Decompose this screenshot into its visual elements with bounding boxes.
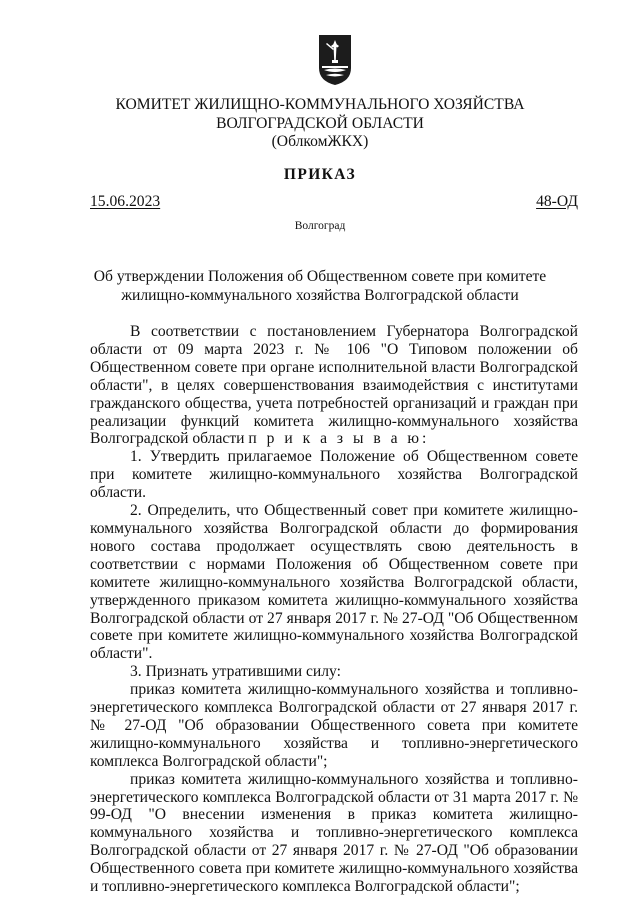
document-title: ПРИКАЗ [283, 166, 357, 183]
committee-abbreviation: (ОблкомЖКХ) [271, 133, 369, 150]
document-number: 48-ОД [536, 193, 578, 210]
committee-name-line2: ВОЛГОГРАДСКОЙ ОБЛАСТИ [216, 114, 424, 132]
intro-paragraph [90, 323, 578, 448]
item-3b: приказ комитета жилищно-коммунального хозяйства и топливно-энергетического комплекса Волгоградской области от 31 марта 2017 г. № 99-ОД "О внесении изменения в приказ комитета жилищно-коммунального хозяйства и топливно-энергетического комплекса Волгоградской области от 27 января 2017 г. № 27-ОД "Об образовании Общественного совета при комитете жилищно-коммунального хозяйства и топливно-энергетического комплекса Волгоградской области"; [90, 770, 578, 896]
subject-line1: Об утверждении Положения об Общественном совете при комитете [93, 268, 547, 285]
committee-name-line1: КОМИТЕТ ЖИЛИЩНО-КОММУНАЛЬНОГО ХОЗЯЙСТВА [115, 96, 525, 113]
document-body [90, 323, 578, 896]
document-subject [60, 268, 580, 305]
intro-text: В соответствии с постановлением Губернатора Волгоградской области от 09 марта 2023 г. № 106 "О Типовом положении об Общественном совете при органе исполнительной власти Волгоградской области", в целях совершенствования взаимодействия с институтами гражданского общества, учета потребностей организаций и граждан при реализации функций комитета жилищно-коммунального хозяйства Волгоградской области [90, 323, 578, 448]
coat-of-arms-emblem [318, 34, 352, 86]
document-city: Волгоград [294, 220, 346, 232]
item-3a: приказ комитета жилищно-коммунального хозяйства и топливно-энергетического комплекса Волгоградской области от 27 января 2017 г. № 27-ОД "Об образовании Общественного совета при комитете жилищно-коммунального хозяйства и топливно-энергетического комплекса Волгоградской области"; [90, 681, 578, 770]
committee-header [60, 96, 580, 152]
item-2: 2. Определить, что Общественный совет при комитете жилищно-коммунального хозяйства Волгоградской области до формирования нового состава продолжает осуществлять свою деятельность в соответствии с нормами Положения об Общественном совете при комитете жилищно-коммунального хозяйства Волгоградской области, утвержденного приказом комитета жилищно-коммунального хозяйства Волгоградской области от 27 января 2017 г. № 27-ОД "Об Общественном совете при комитете жилищно-коммунального хозяйства Волгоградской области". [90, 502, 578, 663]
document-date: 15.06.2023 [90, 193, 161, 210]
date-number-line [90, 193, 578, 211]
item-3: 3. Признать утратившими силу: [130, 663, 341, 681]
subject-line2: жилищно-коммунального хозяйства Волгоградской области [121, 286, 519, 304]
item-1: 1. Утвердить прилагаемое Положение об Общественном совете при комитете жилищно-коммунального хозяйства Волгоградской области. [90, 448, 578, 502]
intro-order-word: п р и к а з ы в а ю: [248, 430, 430, 448]
